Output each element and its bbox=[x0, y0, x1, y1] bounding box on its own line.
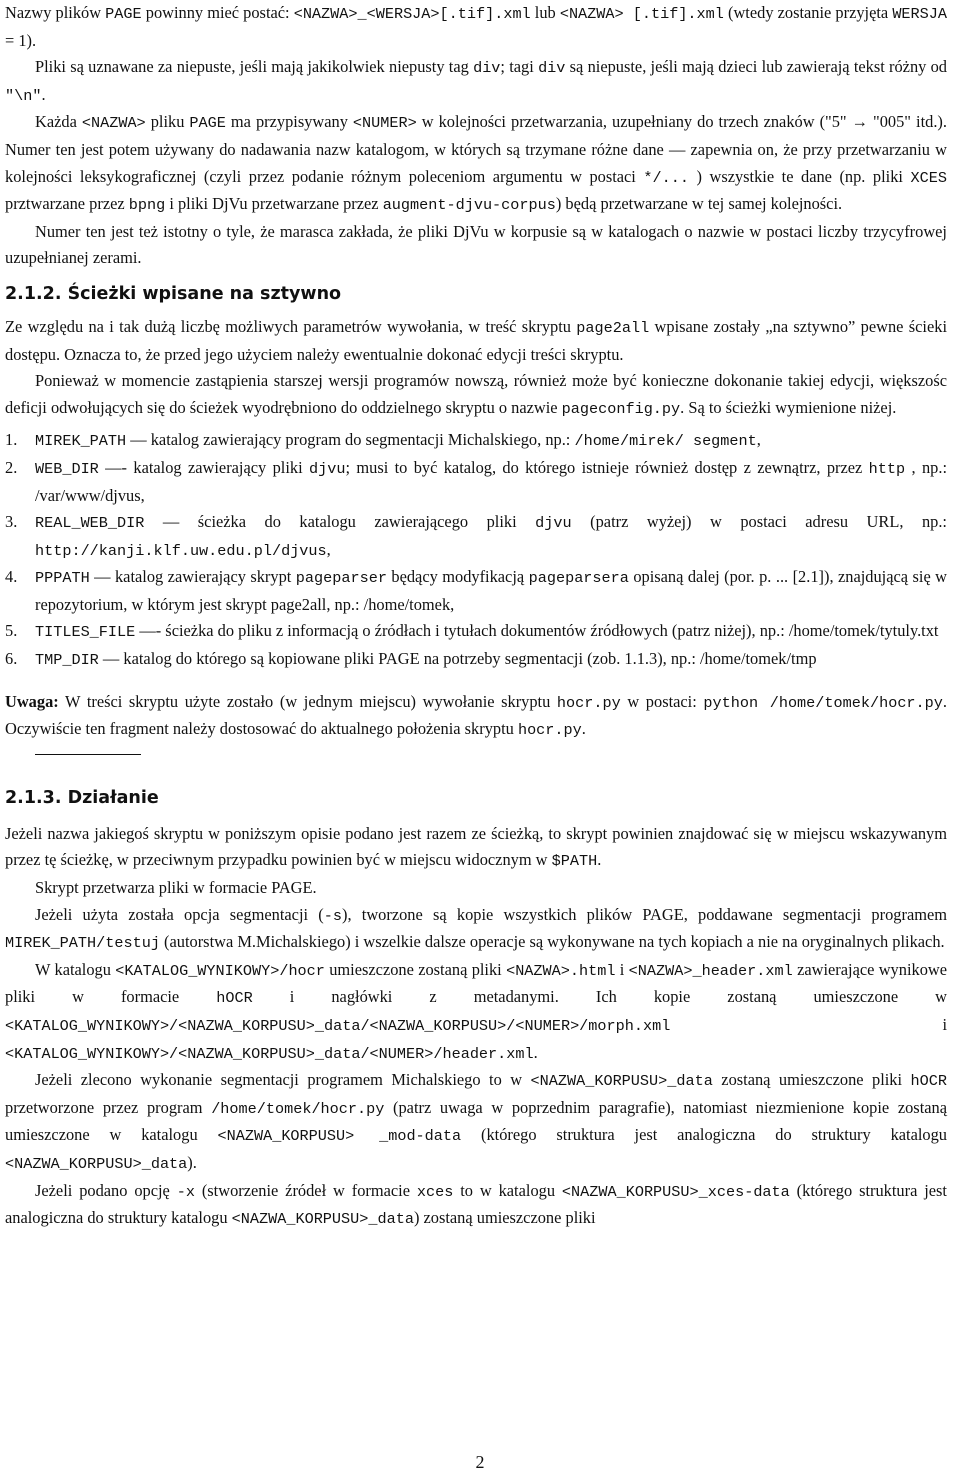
list-item bbox=[5, 427, 947, 455]
code: <NAZWA> bbox=[81, 114, 146, 133]
text: Jeżeli nazwa jakiegoś skryptu w poniższym opisie podano jest razem ze ścieżką, to skrypt powinien znajdować się w miejscu wskazywanym przez tę ścieżkę, w przeciwnym przypadku powinien być w miejscu widocznym w bbox=[5, 823, 947, 870]
code: */... bbox=[643, 168, 689, 187]
note-paragraph bbox=[5, 689, 947, 744]
code: XCES bbox=[910, 168, 947, 187]
code: pageconfig.py bbox=[561, 399, 681, 418]
paragraph-marasca: Numer ten jest też istotny o tyle, że marasca zakłada, że pliki DjVu w korpusie są w katalogach o nazwie w postaci liczby trzycyfrowej uzupełnianej zerami. bbox=[5, 221, 947, 268]
code: -x bbox=[176, 1182, 195, 1201]
text: (patrz uwaga w poprzednim paragrafie), natomiast niezmienione kopie zostaną umieszczone w katalogu bbox=[5, 1097, 947, 1145]
text: (którego struktura jest analogiczna do struktury katalogu bbox=[5, 1180, 947, 1228]
code: <NAZWA>_<WERSJA>[.tif].xml bbox=[293, 5, 531, 23]
text: = 1). bbox=[5, 30, 37, 50]
paragraph-page-format: Skrypt przetwarza pliki w formacie PAGE. bbox=[35, 878, 317, 898]
text: ) wszystkie te dane (np. pliki bbox=[688, 166, 911, 186]
note-label: Uwaga: bbox=[5, 691, 59, 711]
code: <NAZWA_KORPUSU>_xces-data bbox=[561, 1182, 790, 1201]
code: djvu bbox=[309, 459, 346, 478]
text: Nazwy plików bbox=[5, 3, 106, 22]
text: umieszczone zostaną pliki bbox=[324, 959, 507, 979]
code: hOCR bbox=[216, 989, 253, 1008]
text: W treści skryptu użyte zostało (w jednym miejscu) wywołanie skryptu bbox=[58, 691, 557, 711]
paragraph-segmentation bbox=[5, 902, 947, 957]
list-number: 1. bbox=[5, 430, 18, 450]
text: ) będą przetwarzane w tej samej kolejności. bbox=[555, 194, 843, 214]
footnote-rule bbox=[35, 754, 141, 755]
list-number: 6. bbox=[5, 649, 18, 669]
text: opisaną dalej (por. p. ... [2.1]), znajdującą się w repozytorium, w którym jest skrypt page2all, np.: /home/tomek, bbox=[35, 567, 948, 614]
code: <KATALOG_WYNIKOWY>/<NAZWA_KORPUSU>_data/<NAZWA_KORPUSU>/<NUMER>/morph.xml bbox=[5, 1017, 671, 1035]
paragraph-hardcoded bbox=[5, 314, 947, 368]
code: <NAZWA_KORPUSU>_data bbox=[5, 1154, 188, 1173]
code: xces bbox=[416, 1182, 454, 1201]
paragraph-nonempty bbox=[5, 54, 947, 109]
text: , bbox=[756, 430, 761, 450]
code: PAGE bbox=[105, 5, 142, 23]
text: — ścieżka do katalogu zawierającego pliki bbox=[144, 512, 536, 532]
paragraph-xces bbox=[5, 1178, 947, 1233]
code: <NAZWA_KORPUSU>_data bbox=[231, 1210, 414, 1229]
text: (którego struktura jest analogiczna do struktury katalogu bbox=[461, 1125, 948, 1145]
list-number: 4. bbox=[5, 567, 18, 587]
text: — katalog zawierający skrypt bbox=[89, 567, 296, 587]
code: <KATALOG_WYNIKOWY>/<NAZWA_KORPUSU>_data/<NUMER>/header.xml bbox=[5, 1044, 534, 1063]
text: . Są to ścieżki wymienione niżej. bbox=[680, 397, 897, 417]
code: div bbox=[538, 59, 566, 78]
text: prztwarzane przez bbox=[5, 194, 129, 214]
code: bpng bbox=[128, 196, 166, 215]
text: — katalog do którego są kopiowane pliki PAGE na potrzeby segmentacji (zob. 1.1.3), np.: /home/tomek/tmp bbox=[98, 649, 817, 669]
text: (patrz wyżej) w postaci adresu URL, np.: bbox=[571, 512, 947, 532]
code: http://kanji.klf.uw.edu.pl/djvus bbox=[35, 541, 327, 560]
text: ). bbox=[187, 1152, 197, 1172]
text: i bbox=[670, 1015, 947, 1034]
code: "\n" bbox=[5, 86, 42, 105]
text: ) zostaną umieszczone pliki bbox=[413, 1208, 596, 1228]
code: hocr.py bbox=[556, 693, 621, 712]
code: djvu bbox=[535, 514, 572, 533]
text: . Oczywiście ten fragment należy dostosować do aktualnego położenia skryptu bbox=[5, 691, 947, 739]
code: WEB_DIR bbox=[35, 459, 99, 478]
list-number: 3. bbox=[5, 512, 18, 532]
text: Każda bbox=[35, 112, 82, 132]
code: <NAZWA>_header.xml bbox=[628, 961, 793, 980]
code: REAL_WEB_DIR bbox=[35, 514, 145, 533]
code: <NAZWA> [.tif].xml bbox=[559, 5, 724, 23]
path-list bbox=[5, 427, 947, 673]
code: <NAZWA_KORPUSU>_data bbox=[530, 1072, 713, 1091]
code: /home/mirek/ segment bbox=[574, 432, 757, 451]
paragraph-output-dirs bbox=[5, 957, 947, 1067]
text: i nagłówki z metadanymi. Ich kopie zostaną umieszczone w bbox=[252, 987, 947, 1007]
text: w kolejności przetwarzania, uzupełniany do trzech znaków ("5" → "005" itd.). Numer ten jest potem używany do nadawania nazw katalogom, w których są trzymane różne dane — zapewnia on, że przy przetwarzaniu w kolejności leksykograficznej (czyli przez podanie różnym poleceniom argumentu w postaci bbox=[5, 112, 947, 186]
text: przetworzone przez program bbox=[5, 1097, 212, 1117]
text: są niepuste, jeśli mają dzieci lub zawierają tekst różny od bbox=[565, 57, 947, 77]
text: zawierające wynikowe pliki w formacie bbox=[5, 959, 948, 1007]
text: wpisane zostały „na sztywno” pewne ścieki dostępu. Oznacza to, że przed jego użyciem należy ewentualnie dokonać edycji treści skryptu. bbox=[5, 316, 947, 364]
text: . bbox=[533, 1042, 538, 1062]
code: $PATH bbox=[551, 852, 598, 871]
text: —- katalog zawierający pliki bbox=[98, 457, 309, 477]
paragraph-numbering bbox=[5, 109, 947, 218]
code: PPPATH bbox=[35, 569, 90, 588]
code: <NAZWA_KORPUSU> _mod-data bbox=[217, 1127, 462, 1146]
text: ; musi to być katalog, do którego istnieje również dostęp z zewnątrz, przez bbox=[345, 457, 869, 477]
paragraph-pageconfig bbox=[5, 368, 947, 422]
text: Ze względu na i tak dużą liczbę możliwych parametrów wywołania, w treść skryptu bbox=[5, 316, 577, 336]
text: Ponieważ w momencie zastąpienia starszej wersji programów nowszą, również może być konieczne dokonanie takiej edycji, większośc deficji odwołujących się do ścieżek wyodrębniono do oddzielnego skryptu o nazwie bbox=[5, 371, 947, 417]
text: zostaną umieszczone pliki bbox=[712, 1070, 911, 1090]
document-page bbox=[5, 0, 947, 1233]
list-number: 5. bbox=[5, 621, 18, 641]
text: Jeżeli użyta została opcja segmentacji ( bbox=[35, 904, 324, 924]
text: . bbox=[581, 719, 586, 739]
text: W katalogu bbox=[35, 959, 116, 979]
list-item bbox=[5, 564, 947, 618]
code: hOCR bbox=[910, 1072, 947, 1091]
code: div bbox=[473, 59, 501, 78]
text: ma przypisywany bbox=[225, 112, 353, 132]
page-number: 2 bbox=[475, 1452, 485, 1472]
text: w postaci: bbox=[620, 691, 704, 711]
list-item bbox=[5, 455, 947, 509]
code: http bbox=[868, 459, 906, 478]
text: Jeżeli zlecono wykonanie segmentacji programem Michalskiego to w bbox=[35, 1070, 531, 1090]
list-number: 2. bbox=[5, 457, 18, 477]
code: TMP_DIR bbox=[35, 651, 99, 670]
code: python /home/tomek/hocr.py bbox=[703, 693, 943, 712]
code: TITLES_FILE bbox=[35, 623, 136, 642]
paragraph-michalski bbox=[5, 1067, 947, 1177]
text: (autorstwa M.Michalskiego) i wszelkie dalsze operacje są wykonywane na tych kopiach a nie na oryginalnych plikach. bbox=[159, 932, 945, 952]
list-item bbox=[5, 646, 947, 674]
list-item bbox=[5, 618, 947, 646]
list-item bbox=[5, 509, 947, 564]
text: (wtedy zostanie przyjęta bbox=[723, 3, 893, 22]
code: <NUMER> bbox=[352, 114, 417, 133]
text: (stworzenie źródeł w formacie bbox=[194, 1180, 417, 1200]
code: <NAZWA>.html bbox=[506, 961, 616, 980]
text: . bbox=[597, 850, 602, 870]
text: ), tworzone są kopie wszystkich plików PAGE, poddawane segmentacji programem bbox=[341, 904, 947, 924]
code: <KATALOG_WYNIKOWY>/hocr bbox=[115, 961, 325, 980]
code: WERSJA bbox=[892, 5, 947, 23]
code: hocr.py bbox=[517, 721, 582, 740]
text: i pliki DjVu przetwarzane przez bbox=[165, 194, 383, 214]
text: lub bbox=[530, 3, 560, 22]
text: , np.: /var/www/djvus, bbox=[35, 457, 947, 505]
text: . bbox=[41, 84, 46, 104]
text: —- ścieżka do pliku z informacją o źródłach i tytułach dokumentów źródłowych (patrz niżej), np.: /home/tomek/tytuly.txt bbox=[135, 621, 939, 641]
text: , bbox=[326, 539, 331, 559]
code: pageparsera bbox=[528, 569, 629, 588]
section-heading-paths: 2.1.2. Ścieżki wpisane na sztywno bbox=[5, 283, 342, 304]
code: PAGE bbox=[189, 114, 226, 133]
text: — katalog zawierający program do segmentacji Michalskiego, np.: bbox=[126, 430, 575, 450]
paragraph-path-note bbox=[5, 821, 947, 875]
text: Pliki są uznawane za niepuste, jeśli mają jakikolwiek niepusty tag bbox=[35, 57, 474, 77]
code: /home/tomek/hocr.py bbox=[211, 1099, 385, 1118]
code: pageparser bbox=[295, 569, 387, 588]
text: będący modyfikacją bbox=[386, 567, 529, 587]
code: MIREK_PATH bbox=[35, 432, 127, 451]
text: ; tagi bbox=[500, 57, 539, 77]
text: powinny mieć postać: bbox=[141, 3, 294, 22]
text: i bbox=[615, 959, 629, 979]
code: -s bbox=[323, 906, 342, 925]
code: page2all bbox=[576, 318, 650, 337]
code: MIREK_PATH/testuj bbox=[5, 934, 160, 953]
text: to w katalogu bbox=[453, 1180, 562, 1200]
text: Jeżeli podano opcję bbox=[35, 1180, 177, 1200]
text: pliku bbox=[145, 112, 190, 132]
code: augment-djvu-corpus bbox=[382, 196, 556, 215]
section-heading-operation: 2.1.3. Działanie bbox=[5, 787, 159, 808]
paragraph-filenames bbox=[5, 0, 947, 54]
